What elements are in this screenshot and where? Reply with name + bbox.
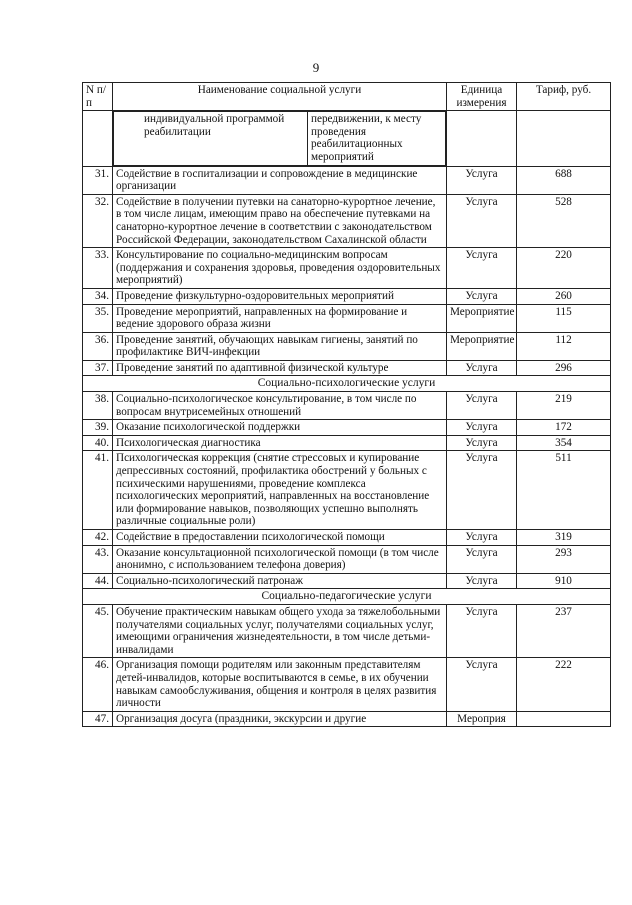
row-number: 32. [83, 194, 113, 247]
section-row [83, 376, 611, 392]
service-name: Проведение занятий, обучающих навыкам гигиены, занятий по профилактике ВИЧ-инфекции [113, 332, 447, 360]
header-tariff: Тариф, руб. [517, 83, 611, 111]
service-name: Проведение мероприятий, направленных на формирование и ведение здорового образа жизни [113, 304, 447, 332]
service-name: Проведение физкультурно-оздоровительных мероприятий [113, 288, 447, 304]
tariff-value: 354 [517, 435, 611, 451]
table-row [83, 658, 611, 711]
service-name: Обучение практическим навыкам общего ухода за тяжелобольными получателями социальных услуг, получателями социальных услуг, имеющими ограничения жизнедеятельности, в том числе детьми-инвалидами [113, 604, 447, 657]
unit-of-measure: Услуга [447, 573, 517, 589]
unit-of-measure: Мероприя [447, 711, 517, 727]
tariff-value: 293 [517, 545, 611, 573]
unit-of-measure: Услуга [447, 392, 517, 420]
unit-of-measure: Услуга [447, 166, 517, 194]
unit-of-measure: Услуга [447, 248, 517, 289]
service-name: Содействие в госпитализации и сопровождение в медицинские организации [113, 166, 447, 194]
table-row [83, 194, 611, 247]
tariff-value: 688 [517, 166, 611, 194]
tariff-value: 219 [517, 392, 611, 420]
continuation-num [83, 111, 113, 166]
unit-of-measure: Услуга [447, 604, 517, 657]
tariff-value: 220 [517, 248, 611, 289]
row-number: 35. [83, 304, 113, 332]
service-name: Социально-психологическое консультирование, в том числе по вопросам внутрисемейных отношений [113, 392, 447, 420]
unit-of-measure: Услуга [447, 435, 517, 451]
table-row [83, 451, 611, 530]
tariff-value: 511 [517, 451, 611, 530]
service-name: Содействие в предоставлении психологической помощи [113, 530, 447, 546]
service-name: Организация помощи родителям или законным представителям детей-инвалидов, которые воспитываются в семье, в их обучении навыкам самообслуживания, общения и контроля в целях развития личности [113, 658, 447, 711]
table-row [83, 530, 611, 546]
service-name: Организация досуга (праздники, экскурсии и другие [113, 711, 447, 727]
service-name: Социально-психологический патронаж [113, 573, 447, 589]
row-number: 46. [83, 658, 113, 711]
table-row [83, 420, 611, 436]
table-row [83, 711, 611, 727]
row-number: 40. [83, 435, 113, 451]
row-number: 42. [83, 530, 113, 546]
unit-of-measure: Услуга [447, 194, 517, 247]
service-name: Оказание психологической поддержки [113, 420, 447, 436]
section-row [83, 589, 611, 605]
header-num: N п/п [83, 83, 113, 111]
row-number: 43. [83, 545, 113, 573]
table-row [83, 545, 611, 573]
unit-of-measure: Мероприятие [447, 304, 517, 332]
row-number: 45. [83, 604, 113, 657]
tariff-value: 910 [517, 573, 611, 589]
table-row [83, 248, 611, 289]
section-title: Социально-психологические услуги [83, 376, 611, 392]
row-number: 33. [83, 248, 113, 289]
table-row [83, 360, 611, 376]
page-number: 9 [312, 60, 320, 75]
row-number: 31. [83, 166, 113, 194]
header-name: Наименование социальной услуги [113, 83, 447, 111]
unit-of-measure: Услуга [447, 658, 517, 711]
table-row [83, 604, 611, 657]
row-number: 38. [83, 392, 113, 420]
table-row [83, 435, 611, 451]
section-title: Социально-педагогические услуги [83, 589, 611, 605]
service-name: Психологическая коррекция (снятие стрессовых и купирование депрессивных состояний, профилактика обострений у больных с психическими нарушениями, проведение комплекса психологических мероприятий, направленных на восстановление или формирование навыков, позволяющих успешно выполнять различные социальные роли) [113, 451, 447, 530]
table-row [83, 288, 611, 304]
row-number: 37. [83, 360, 113, 376]
table-row [83, 332, 611, 360]
tariff-value: 260 [517, 288, 611, 304]
row-number: 36. [83, 332, 113, 360]
row-number: 44. [83, 573, 113, 589]
row-number: 41. [83, 451, 113, 530]
table-row [83, 166, 611, 194]
tariff-value: 319 [517, 530, 611, 546]
tariff-value [517, 711, 611, 727]
table-row [83, 392, 611, 420]
tariff-value: 528 [517, 194, 611, 247]
continuation-row [83, 111, 611, 166]
tariff-value: 115 [517, 304, 611, 332]
unit-of-measure: Мероприятие [447, 332, 517, 360]
services-table [82, 82, 611, 727]
unit-of-measure: Услуга [447, 451, 517, 530]
unit-of-measure: Услуга [447, 288, 517, 304]
continuation-tariff [517, 111, 611, 166]
row-number: 39. [83, 420, 113, 436]
tariff-value: 222 [517, 658, 611, 711]
table-row [83, 573, 611, 589]
unit-of-measure: Услуга [447, 530, 517, 546]
header-unit: Единица измерения [447, 83, 517, 111]
continuation-name [113, 111, 447, 166]
service-name: Оказание консультационной психологической помощи (в том числе анонимно, с использованием телефона доверия) [113, 545, 447, 573]
continuation-right: передвижении, к месту проведения реабилитационных мероприятий [308, 112, 446, 165]
unit-of-measure: Услуга [447, 545, 517, 573]
tariff-value: 172 [517, 420, 611, 436]
unit-of-measure: Услуга [447, 420, 517, 436]
continuation-left: индивидуальной программой реабилитации [114, 112, 308, 165]
table-row [83, 304, 611, 332]
tariff-value: 296 [517, 360, 611, 376]
table-header-row [83, 83, 611, 111]
service-name: Содействие в получении путевки на санаторно-курортное лечение, в том числе лицам, имеющим право на обеспечение путевками на санаторно-курортное лечение в соответствии с законодательством Российской Федерации, законодательством Сахалинской области [113, 194, 447, 247]
row-number: 47. [83, 711, 113, 727]
service-name: Проведение занятий по адаптивной физической культуре [113, 360, 447, 376]
tariff-value: 112 [517, 332, 611, 360]
unit-of-measure: Услуга [447, 360, 517, 376]
continuation-unit [447, 111, 517, 166]
tariff-value: 237 [517, 604, 611, 657]
row-number: 34. [83, 288, 113, 304]
service-name: Консультирование по социально-медицинским вопросам (поддержания и сохранения здоровья, проведения оздоровительных мероприятий) [113, 248, 447, 289]
service-name: Психологическая диагностика [113, 435, 447, 451]
